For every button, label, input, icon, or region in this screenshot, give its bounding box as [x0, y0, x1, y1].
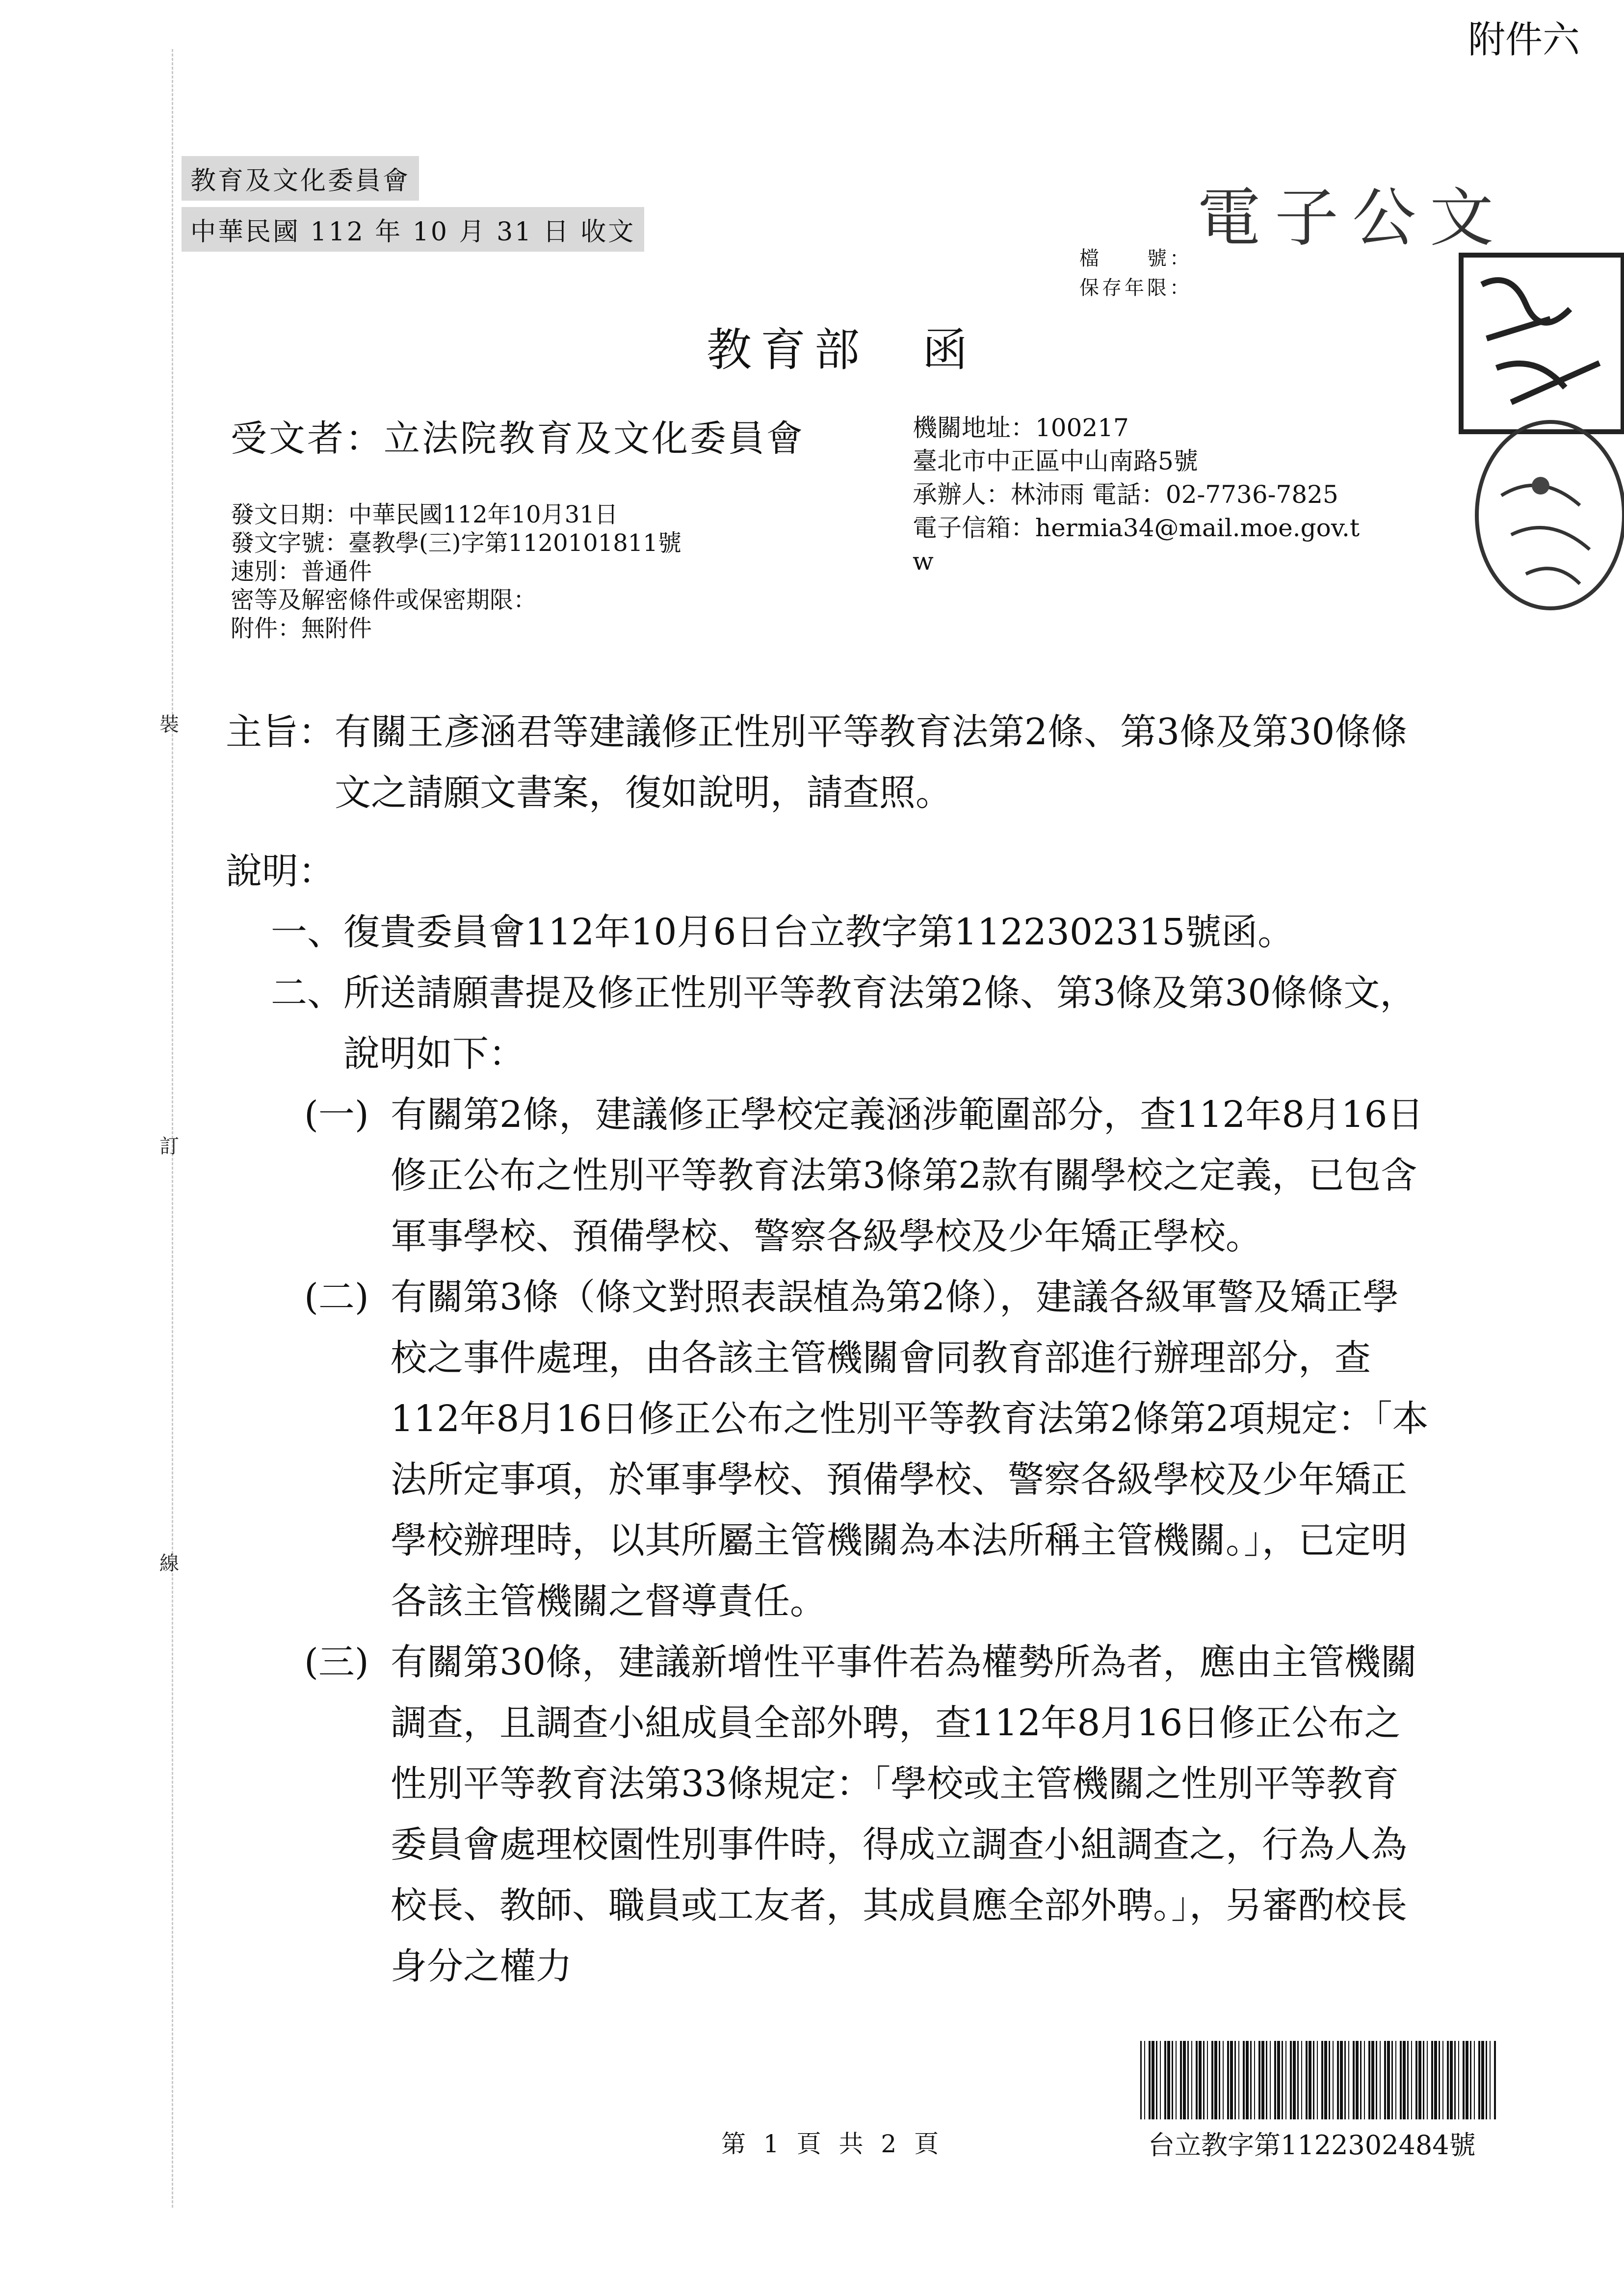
explanation-item	[226, 963, 1433, 1084]
item-text: 復貴委員會112年10月6日台立教字第1122302315號函。	[343, 911, 1294, 953]
explanation-label: 說明：	[226, 850, 335, 892]
contact-email: 電子信箱：hermia34@mail.moe.gov.t	[913, 514, 1360, 542]
subitem-number: (一)	[304, 1094, 369, 1136]
issue-speed: 速別：普通件	[231, 558, 372, 585]
receipt-date: 中華民國 112 年 10 月 31 日 收文	[182, 207, 644, 252]
explanation-item	[226, 902, 1433, 963]
subject-label: 主旨：	[226, 711, 335, 753]
reference-number: 台立教字第1122302484號	[1148, 2130, 1476, 2161]
margin-mark: 線	[159, 1552, 179, 1575]
explanation-subitem	[226, 1267, 1433, 1632]
subitem-number: (二)	[304, 1276, 369, 1318]
explanation-subitem	[226, 1632, 1433, 1997]
contact-address: 機關地址：100217	[913, 414, 1129, 442]
file-number-label: 檔 號：	[1079, 247, 1192, 270]
receipt-committee: 教育及文化委員會	[182, 156, 419, 201]
annex-label: 附件六	[1468, 18, 1580, 61]
subitem-text: 有關第2條，建議修正學校定義涵涉範圍部分，查112年8月16日修正公布之性別平等教育法第3條第2款有關學校之定義，已包含軍事學校、預備學校、警察各級學校及少年矯正學校。	[391, 1094, 1424, 1257]
issue-secrecy: 密等及解密條件或保密期限：	[231, 586, 537, 614]
subject	[226, 702, 1433, 823]
e-document-stamp: 電子公文	[1197, 181, 1508, 255]
item-number: 二、	[271, 972, 343, 1014]
contact-handler: 承辦人：林沛雨 電話：02-7736-7825	[913, 480, 1338, 509]
binding-line	[172, 49, 173, 2208]
item-number: 一、	[271, 911, 343, 953]
contact-email-cont: w	[913, 547, 934, 575]
subitem-text: 有關第3條（條文對照表誤植為第2條），建議各級軍警及矯正學校之事件處理，由各該主管機關會同教育部進行辦理部分，查112年8月16日修正公布之性別平等教育法第2條第2項規定：「本法所定事項，於軍事學校、預備學校、警察各級學校及少年矯正學校辦理時，以其所屬主管機關為本法所稱主管機關。」，已定明各該主管機關之督導責任。	[391, 1276, 1429, 1622]
document-body	[226, 702, 1433, 1997]
retention-label: 保存年限：	[1079, 277, 1192, 299]
subject-text: 有關王彥涵君等建議修正性別平等教育法第2條、第3條及第30條條文之請願文書案，復如說明，請查照。	[335, 711, 1408, 814]
recipient: 受文者：立法院教育及文化委員會	[231, 417, 805, 460]
margin-mark: 訂	[159, 1135, 179, 1158]
margin-mark: 裝	[159, 713, 179, 736]
doc-title: 教育部 函	[707, 324, 977, 376]
page-number: 第 1 頁 共 2 頁	[721, 2130, 944, 2158]
issue-number: 發文字號：臺教學(三)字第1120101811號	[231, 529, 681, 557]
barcode-icon	[1138, 2041, 1496, 2119]
issue-date: 發文日期：中華民國112年10月31日	[231, 501, 618, 528]
explanation-subitem	[226, 1084, 1433, 1267]
issue-attachment: 附件：無附件	[231, 615, 372, 642]
contact-address-line2: 臺北市中正區中山南路5號	[913, 447, 1198, 475]
item-text: 所送請願書提及修正性別平等教育法第2條、第3條及第30條條文，說明如下：	[343, 972, 1416, 1075]
official-seal-icon	[1452, 240, 1624, 682]
subitem-text: 有關第30條，建議新增性平事件若為權勢所為者，應由主管機關調查，且調查小組成員全部外聘，查112年8月16日修正公布之性別平等教育法第33條規定：「學校或主管機關之性別平等教育委員會處理校園性別事件時，得成立調查小組調查之，行為人為校長、教師、職員或工友者，其成員應全部外聘。」，另審酌校長身分之權力	[391, 1641, 1417, 1987]
subitem-number: (三)	[304, 1641, 369, 1683]
